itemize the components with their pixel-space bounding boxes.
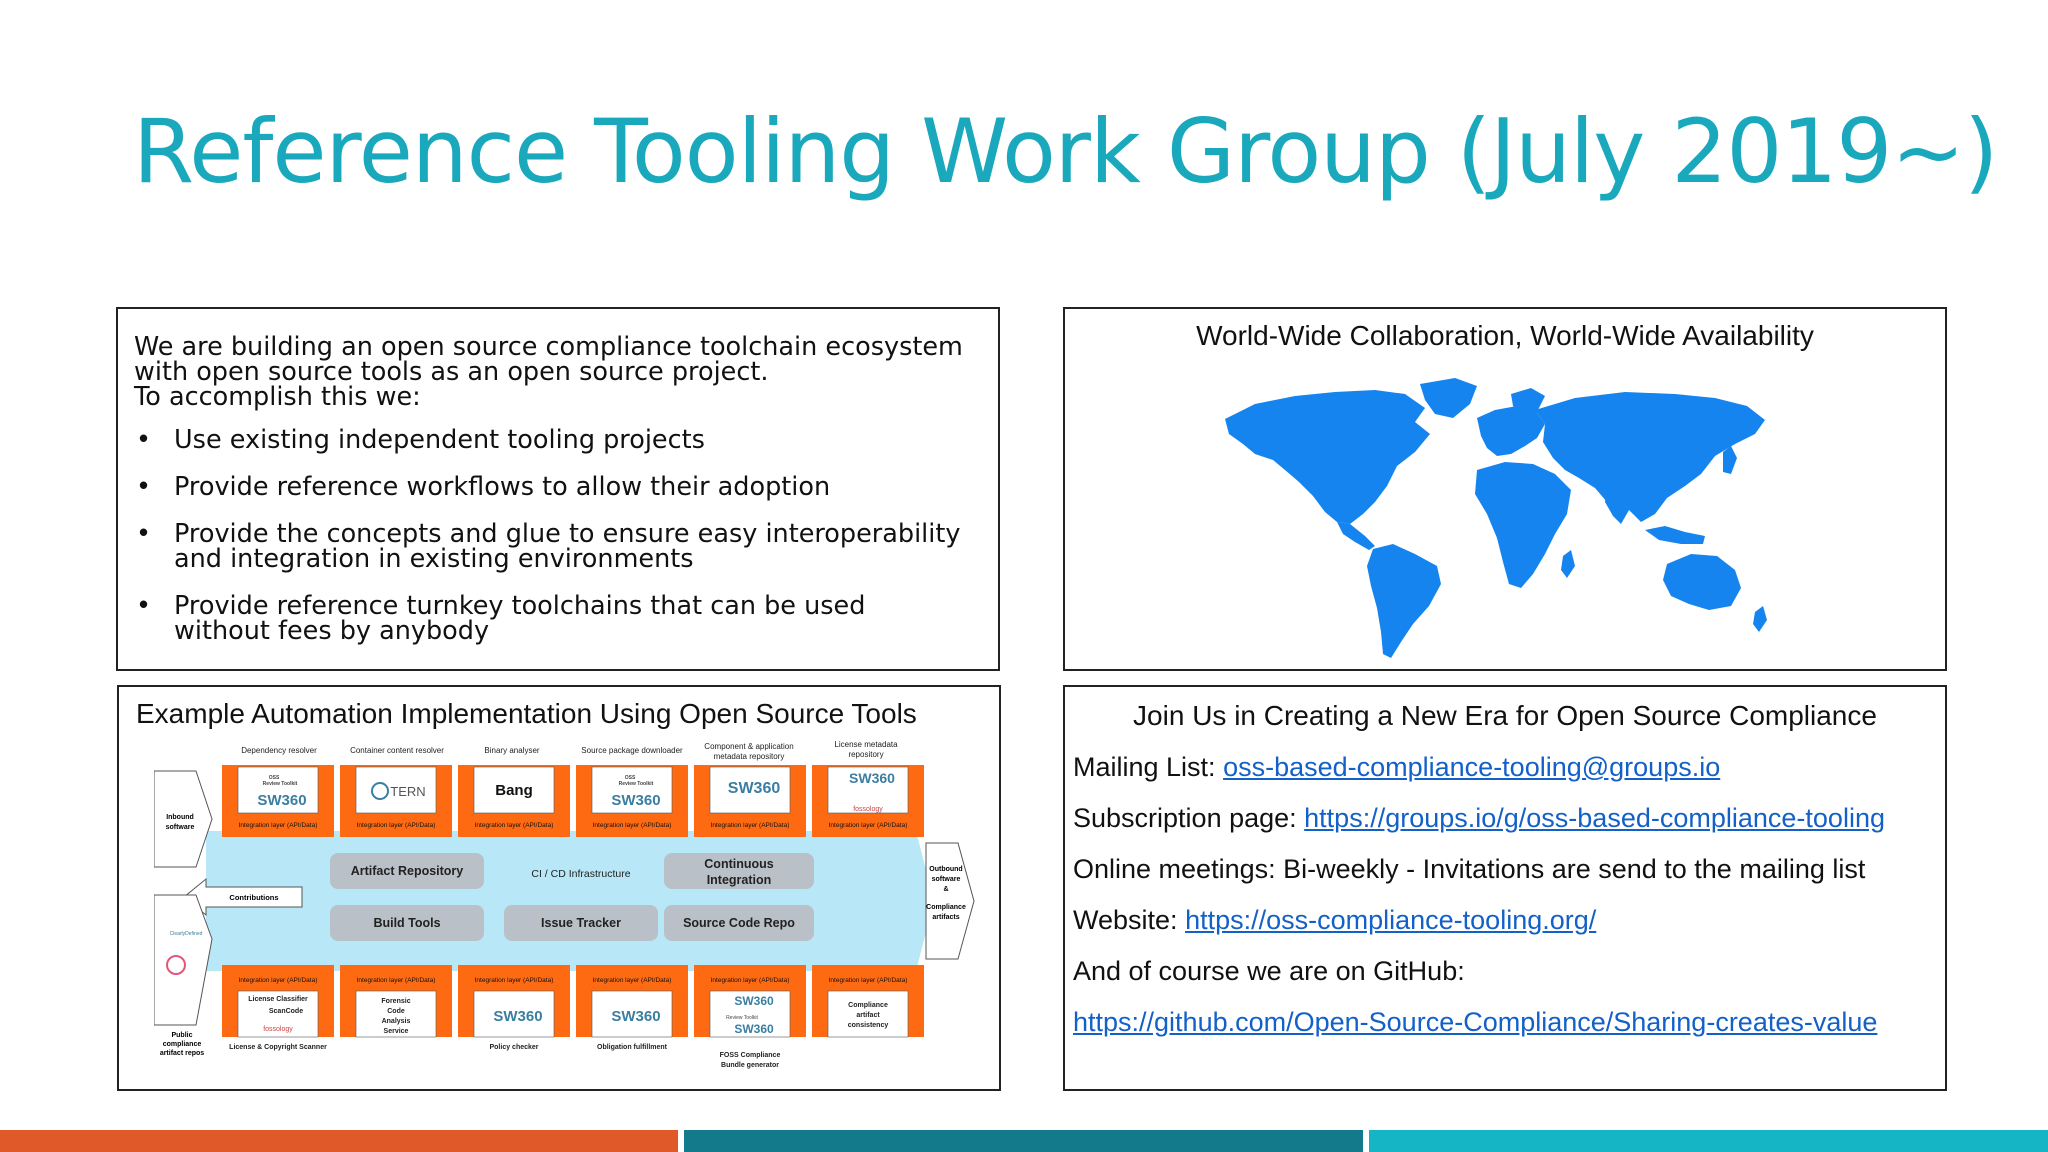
policy-checker-label: Policy checker xyxy=(489,1044,539,1051)
ort-logo-text: OSS xyxy=(268,775,280,781)
sw360-logo: SW360 xyxy=(727,780,781,797)
automation-box xyxy=(117,685,1001,1091)
outbound-label: artifacts xyxy=(932,914,960,921)
label-component-repo-2: metadata repository xyxy=(713,752,785,761)
world-map-box xyxy=(1063,307,1947,671)
label-container-resolver: Container content resolver xyxy=(350,746,444,755)
automation-diagram xyxy=(154,739,984,1084)
forensic-label: Forensic xyxy=(381,998,411,1005)
sw360-logo: SW360 xyxy=(734,1022,774,1036)
compliance-artifact-label: consistency xyxy=(847,1022,889,1029)
fossology-logo: fossology xyxy=(263,1026,293,1033)
sw360-logo: SW360 xyxy=(611,1008,661,1025)
integration-label: Integration layer (API/Data) xyxy=(238,822,318,829)
sw360-logo: SW360 xyxy=(493,1008,543,1025)
footer-bar-orange xyxy=(0,1130,678,1152)
integration-label: Integration layer (API/Data) xyxy=(828,977,908,984)
compliance-artifact-label: Compliance xyxy=(848,1002,888,1009)
integration-label: Integration layer (API/Data) xyxy=(356,977,436,984)
obligation-label: Obligation fulfillment xyxy=(597,1044,667,1051)
integration-label: Integration layer (API/Data) xyxy=(474,977,554,984)
github-text: And of course we are on GitHub: xyxy=(1073,956,1465,986)
subscription-row xyxy=(1073,803,1937,834)
sw360-logo: SW360 xyxy=(734,994,774,1008)
fossology-logo: fossology xyxy=(853,806,883,813)
ort-logo-text: Review Toolkit xyxy=(262,781,298,787)
intro-bullet-list xyxy=(134,425,982,646)
mailing-list-label: Mailing List: xyxy=(1073,752,1224,782)
automation-heading: Example Automation Implementation Using Open Source Tools xyxy=(136,698,917,729)
greenland-shape xyxy=(1420,378,1477,418)
integration-label: Integration layer (API/Data) xyxy=(710,822,790,829)
public-repos-label: Public xyxy=(171,1032,193,1039)
bang-logo: Bang xyxy=(495,782,533,799)
outbound-label: Outbound xyxy=(929,866,963,873)
forensic-label: Analysis xyxy=(381,1018,411,1025)
subscription-label: Subscription page: xyxy=(1073,803,1305,833)
madagascar-shape xyxy=(1561,550,1575,578)
africa-shape xyxy=(1475,462,1571,588)
continuous-integration-label: Continuous xyxy=(704,857,774,871)
new-zealand-shape xyxy=(1753,606,1767,632)
tern-logo: TERN xyxy=(390,784,426,799)
label-license-repo-1: License metadata xyxy=(834,740,898,749)
intro-bullet: • Provide the concepts and glue to ensure easy interoperability and integration in existing environments xyxy=(134,522,974,572)
forensic-label: Service xyxy=(383,1028,409,1035)
south-america-shape xyxy=(1367,544,1441,658)
source-code-repo-label: Source Code Repo xyxy=(683,916,795,930)
integration-label: Integration layer (API/Data) xyxy=(828,822,908,829)
ort-logo-text: Review Toolkit xyxy=(726,1015,758,1021)
foss-generator-label: Bundle generator xyxy=(721,1062,779,1069)
public-repos-label: compliance xyxy=(162,1041,202,1048)
label-binary-analyser: Binary analyser xyxy=(484,746,540,755)
ci-cd-label: CI / CD Infrastructure xyxy=(531,868,631,880)
intro-line-1: We are building an open source compliance toolchain ecosystem xyxy=(134,332,963,362)
contributions-label: Contributions xyxy=(229,893,279,902)
join-box xyxy=(1063,685,1947,1091)
integration-label: Integration layer (API/Data) xyxy=(592,977,672,984)
license-classifier-label: License Classifier xyxy=(248,996,308,1003)
website-link[interactable]: https://oss-compliance-tooling.org/ xyxy=(1185,905,1597,935)
central-america-shape xyxy=(1337,522,1375,550)
label-component-repo-1: Component & application xyxy=(704,742,794,751)
world-map-image xyxy=(1215,374,1775,664)
outbound-label: & xyxy=(943,886,949,893)
public-repos-label: artifact repos xyxy=(159,1050,205,1057)
meetings-row: Online meetings: Bi-weekly - Invitations are send to the mailing list xyxy=(1073,854,1866,884)
clearlydefined-logo: ClearlyDefined xyxy=(169,931,203,937)
scancode-label: ScanCode xyxy=(268,1008,304,1015)
integration-label: Integration layer (API/Data) xyxy=(710,977,790,984)
issue-tracker-label: Issue Tracker xyxy=(541,916,621,930)
indonesia-shape xyxy=(1645,526,1705,544)
intro-bullet: • Provide reference turnkey toolchains that can be used without fees by anybody xyxy=(134,594,954,644)
intro-bullet: • Use existing independent tooling projects xyxy=(134,428,982,453)
australia-shape xyxy=(1663,554,1741,610)
inbound-label: software xyxy=(165,824,195,831)
ort-logo-text: OSS xyxy=(624,775,636,781)
subscription-link[interactable]: https://groups.io/g/oss-based-compliance-tooling xyxy=(1304,803,1885,833)
mailing-list-row xyxy=(1073,752,1937,783)
footer-bar-teal xyxy=(684,1130,1363,1152)
artifact-repository-label: Artifact Repository xyxy=(350,864,464,878)
license-scanner-label: License & Copyright Scanner xyxy=(229,1044,327,1051)
continuous-integration-label: Integration xyxy=(706,873,772,887)
inbound-label: Inbound xyxy=(166,814,194,821)
outbound-arrow xyxy=(926,843,974,959)
intro-box xyxy=(116,307,1000,671)
japan-shape xyxy=(1723,446,1737,474)
foss-generator-label: FOSS Compliance xyxy=(719,1052,781,1059)
central-band xyxy=(206,831,916,971)
europe-shape xyxy=(1477,406,1545,456)
label-source-downloader: Source package downloader xyxy=(581,746,683,755)
ort-logo-text: Review Toolkit xyxy=(618,781,654,787)
join-heading: Join Us in Creating a New Era for Open Source Compliance xyxy=(1133,700,1877,731)
label-dependency-resolver: Dependency resolver xyxy=(241,746,317,755)
footer-bar-cyan xyxy=(1369,1130,2048,1152)
sw360-logo: SW360 xyxy=(257,792,307,809)
slide-title: Reference Tooling Work Group (July 2019~) xyxy=(133,100,1998,203)
build-tools-label: Build Tools xyxy=(373,916,441,930)
integration-label: Integration layer (API/Data) xyxy=(238,977,318,984)
intro-line-3: To accomplish this we: xyxy=(134,382,421,412)
website-label: Website: xyxy=(1073,905,1186,935)
compliance-artifact-label: artifact xyxy=(856,1012,880,1019)
integration-label: Integration layer (API/Data) xyxy=(474,822,554,829)
sw360-logo: SW360 xyxy=(849,770,895,786)
label-license-repo-2: repository xyxy=(848,750,884,759)
north-america-shape xyxy=(1225,390,1430,524)
forensic-label: Code xyxy=(387,1008,405,1015)
sw360-logo: SW360 xyxy=(611,792,661,809)
website-row xyxy=(1073,905,1937,936)
github-link[interactable]: https://github.com/Open-Source-Compliance/Sharing-creates-value xyxy=(1073,1007,1878,1037)
outbound-label: Compliance xyxy=(926,904,966,911)
map-heading: World-Wide Collaboration, World-Wide Availability xyxy=(1196,320,1814,351)
mailing-list-link[interactable]: oss-based-compliance-tooling@groups.io xyxy=(1223,752,1721,782)
outbound-label: software xyxy=(931,876,961,883)
integration-label: Integration layer (API/Data) xyxy=(356,822,436,829)
intro-line-2: with open source tools as an open source project. xyxy=(134,357,769,387)
integration-label: Integration layer (API/Data) xyxy=(592,822,672,829)
intro-bullet: • Provide reference workflows to allow their adoption xyxy=(134,475,982,500)
